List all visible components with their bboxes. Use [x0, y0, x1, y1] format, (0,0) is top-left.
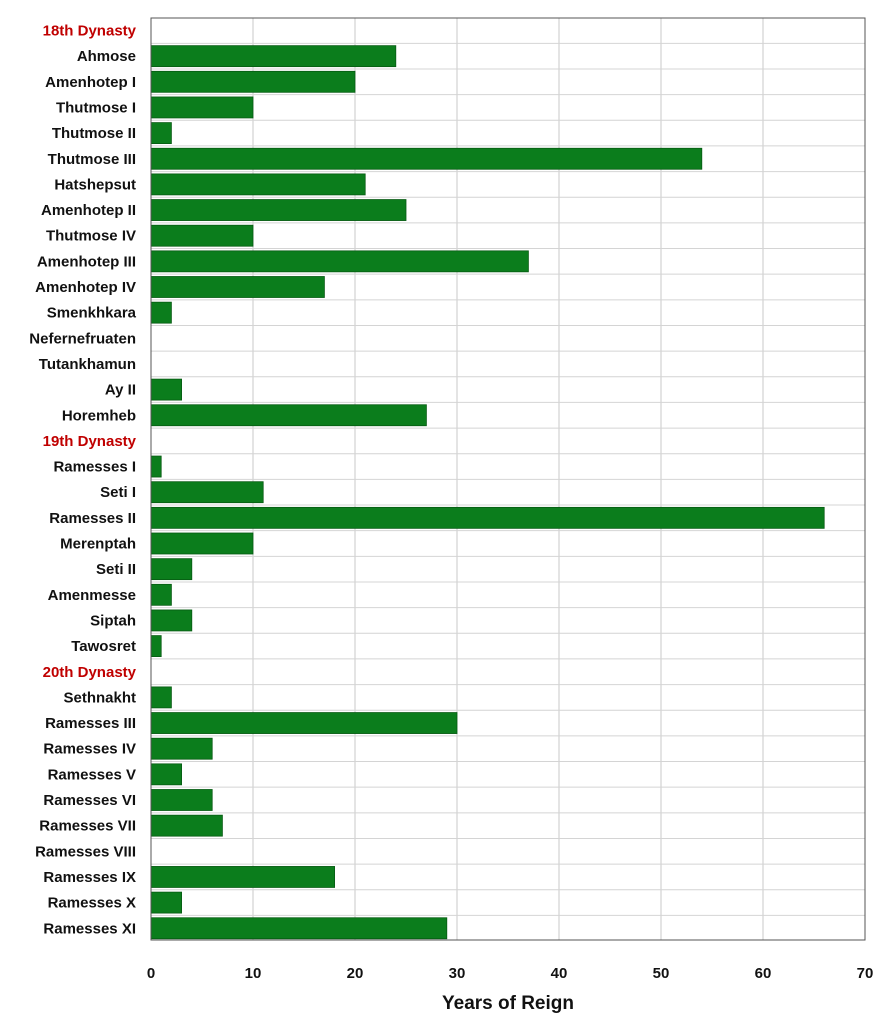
- pharaoh-label: Seti II: [95, 561, 136, 579]
- x-tick-label: 10: [244, 965, 262, 982]
- bar: [151, 713, 457, 734]
- pharaoh-label: Ramesses II: [49, 509, 136, 527]
- bar: [151, 277, 324, 298]
- pharaoh-label: Amenhotep I: [45, 73, 136, 91]
- x-tick-label: 50: [652, 965, 670, 982]
- bar: [151, 764, 182, 785]
- pharaoh-label: Nefernefruaten: [29, 330, 136, 348]
- pharaoh-label: Ramesses IX: [43, 868, 136, 886]
- bar: [151, 123, 171, 144]
- pharaoh-label: Ramesses X: [47, 894, 136, 912]
- x-tick-label: 0: [146, 965, 156, 982]
- pharaoh-label: Thutmose II: [51, 125, 136, 143]
- bar: [151, 174, 365, 195]
- bar: [151, 892, 182, 913]
- bar: [151, 456, 161, 477]
- pharaoh-label: Ramesses XI: [43, 920, 136, 938]
- pharaoh-label: Tutankhamun: [38, 355, 136, 373]
- bar: [151, 148, 702, 169]
- bar: [151, 251, 528, 272]
- bar: [151, 687, 171, 708]
- bar: [151, 405, 426, 426]
- bar: [151, 610, 192, 631]
- pharaoh-label: Horemheb: [61, 407, 136, 425]
- bar: [151, 738, 212, 759]
- bar: [151, 225, 253, 246]
- x-tick-label: 70: [856, 965, 874, 982]
- pharaoh-label: Amenhotep III: [36, 253, 136, 271]
- pharaoh-label: Siptah: [90, 612, 136, 630]
- pharaoh-label: Seti I: [100, 484, 136, 502]
- bar: [151, 790, 212, 811]
- pharaoh-label: Thutmose IV: [45, 227, 136, 245]
- bar: [151, 636, 161, 657]
- x-tick-label: 40: [550, 965, 568, 982]
- bar: [151, 507, 824, 528]
- pharaoh-label: Amenmesse: [47, 586, 136, 604]
- pharaoh-label: Amenhotep II: [40, 202, 136, 220]
- x-tick-label: 60: [754, 965, 772, 982]
- x-tick-label: 30: [448, 965, 466, 982]
- pharaoh-label: Tawosret: [71, 638, 136, 656]
- pharaoh-label: Thutmose III: [47, 150, 136, 168]
- bar: [151, 918, 447, 939]
- pharaoh-label: Sethnakht: [63, 689, 136, 707]
- pharaoh-label: Ramesses VIII: [35, 843, 136, 861]
- x-axis-title: Years of Reign: [442, 993, 574, 1014]
- pharaoh-label: Ramesses VII: [39, 817, 136, 835]
- bar: [151, 815, 222, 836]
- dynasty-header-label: 18th Dynasty: [42, 22, 136, 40]
- bar: [151, 866, 335, 887]
- pharaoh-label: Ramesses V: [47, 766, 136, 784]
- x-tick-label: 20: [346, 965, 364, 982]
- dynasty-header-label: 20th Dynasty: [42, 663, 136, 681]
- pharaoh-label: Ay II: [104, 381, 136, 399]
- bar: [151, 559, 192, 580]
- bar: [151, 200, 406, 221]
- bar: [151, 482, 263, 503]
- x-tick-labels: [147, 965, 874, 982]
- bar: [151, 97, 253, 118]
- pharaoh-label: Smenkhkara: [46, 304, 136, 322]
- bar: [151, 302, 171, 323]
- pharaoh-label: Ramesses IV: [43, 740, 136, 758]
- pharaoh-label: Ramesses VI: [43, 792, 136, 809]
- bar: [151, 71, 355, 92]
- pharaoh-label: Thutmose I: [55, 99, 136, 117]
- bar: [151, 379, 182, 400]
- category-labels: [29, 23, 136, 938]
- pharaoh-label: Amenhotep IV: [35, 279, 136, 296]
- pharaoh-label: Ramesses I: [53, 458, 136, 476]
- dynasty-header-label: 19th Dynasty: [42, 432, 136, 450]
- pharaoh-label: Merenptah: [60, 535, 136, 553]
- bar: [151, 533, 253, 554]
- pharaoh-label: Ramesses III: [45, 715, 136, 733]
- bar: [151, 46, 396, 67]
- pharaoh-label: Hatshepsut: [54, 176, 136, 194]
- bar: [151, 584, 171, 605]
- pharaoh-label: Ahmose: [76, 48, 136, 66]
